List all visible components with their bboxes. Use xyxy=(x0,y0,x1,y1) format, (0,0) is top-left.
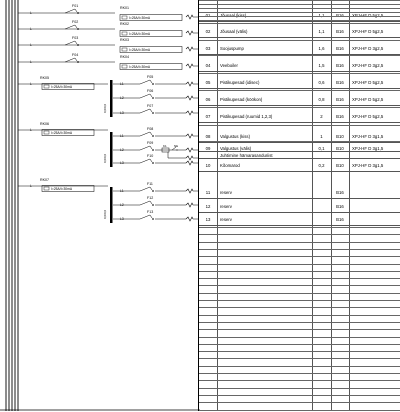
output-arrow-icon xyxy=(186,189,193,193)
circuit-fuse: B16 xyxy=(336,217,344,222)
phase-label: L1 xyxy=(120,134,124,138)
circuit-row-note xyxy=(199,152,400,159)
empty-table-row xyxy=(199,358,400,359)
circuit-cable: XPJ-HF D 3g1,5 xyxy=(352,146,384,151)
output-arrow-icon xyxy=(186,47,193,51)
circuit-description: Kõomarod xyxy=(220,163,240,168)
circuit-fuse: B16 xyxy=(336,29,344,34)
circuit-power: 0,8 xyxy=(318,97,325,102)
rcd-rating-label: I=25A/I=30mA xyxy=(129,48,151,53)
bus-label: 0,0/0,0 xyxy=(103,209,107,219)
empty-table-row xyxy=(199,322,400,323)
distribution-busbar xyxy=(110,80,113,117)
circuit-row-10 xyxy=(199,159,400,172)
fuse-label: F12 xyxy=(147,196,154,200)
circuit-breaker xyxy=(140,80,154,85)
circuit-cable: XPJ-HF D 5g2,5 xyxy=(352,97,384,102)
circuit-description: Jõusaal (kiss) xyxy=(220,13,247,18)
rcd-coil-icon xyxy=(122,32,127,35)
circuit-power: 0,6 xyxy=(318,80,325,85)
rcd-coil-icon xyxy=(122,48,127,51)
circuit-breaker xyxy=(140,146,154,151)
circuit-number: 08 xyxy=(205,134,211,139)
circuit-breaker xyxy=(140,187,154,192)
circuit-cable: XPJ-HF D 3g1,5 xyxy=(352,134,384,139)
circuit-number: 06 xyxy=(205,97,211,102)
fuse-label: F01 xyxy=(72,4,79,8)
empty-table-row xyxy=(199,388,400,389)
rcd-coil-icon xyxy=(122,65,127,68)
circuit-number: 04 xyxy=(205,63,211,68)
circuit-cable xyxy=(349,152,400,159)
rcd-coil-icon xyxy=(44,131,49,134)
table-gridline xyxy=(199,90,400,91)
fuse-label: F09 xyxy=(147,141,154,145)
circuit-description: reserv xyxy=(220,190,232,195)
phase-label: L3 xyxy=(120,217,124,221)
empty-table-row xyxy=(199,395,400,396)
circuit-breaker xyxy=(140,132,154,137)
circuit-cable: XPJ-HF D 5g2,5 xyxy=(352,13,384,18)
fuse-label: F04 xyxy=(72,53,79,57)
empty-table-row xyxy=(199,329,400,330)
empty-table-row xyxy=(199,256,400,257)
phase-label: L3 xyxy=(120,161,124,165)
table-gridline xyxy=(199,23,400,24)
phase-label: L2 xyxy=(120,148,124,152)
circuit-number xyxy=(199,152,217,159)
circuit-number: 11 xyxy=(205,190,211,195)
output-arrow-icon xyxy=(186,111,193,115)
circuit-breaker xyxy=(140,159,154,164)
table-gridline xyxy=(199,12,400,13)
circuit-description: Valgustus (kiss) xyxy=(220,134,251,139)
circuit-row-12 xyxy=(199,200,400,213)
empty-table-row xyxy=(199,234,400,235)
circuit-number: 03 xyxy=(205,46,211,51)
rcd-coil-icon xyxy=(122,16,127,19)
circuit-breaker xyxy=(140,201,154,206)
circuit-row-11 xyxy=(199,186,400,199)
empty-table-row xyxy=(199,227,400,228)
circuit-fuse: B16 xyxy=(336,80,344,85)
empty-table-row xyxy=(199,293,400,294)
circuit-description: Soojuspump xyxy=(220,46,244,51)
fuse-label: F02 xyxy=(72,20,79,24)
table-gridline xyxy=(199,16,400,17)
circuit-fuse: B16 xyxy=(336,204,344,209)
output-arrow-icon xyxy=(186,156,193,160)
circuit-cable: XPJ-HF D 3g2,5 xyxy=(352,63,384,68)
phase-label: L1 xyxy=(120,189,124,193)
circuit-cable: XPJ-HF D 3g1,5 xyxy=(352,163,384,168)
circuit-fuse: B16 xyxy=(336,97,344,102)
output-arrow-icon xyxy=(186,203,193,207)
main-busbars xyxy=(6,0,18,411)
circuit-row-05 xyxy=(199,76,400,89)
output-arrow-icon xyxy=(186,134,193,138)
circuit-fuse: B16 xyxy=(336,114,344,119)
empty-table-row xyxy=(199,402,400,403)
empty-table-row xyxy=(199,249,400,250)
rcd-label: RK06 xyxy=(40,122,49,126)
table-gridline xyxy=(199,55,400,56)
rcd-rating-label: I=25A/I=30mA xyxy=(129,16,151,21)
circuit-number: 13 xyxy=(205,217,211,222)
empty-table-row xyxy=(199,300,400,301)
circuit-power: 1,1 xyxy=(318,29,325,34)
empty-table-row xyxy=(199,344,400,345)
circuit-power: 0,2 xyxy=(318,163,325,168)
circuit-fuse: B16 xyxy=(336,46,344,51)
circuit-cable xyxy=(349,213,400,226)
table-gridline xyxy=(199,40,400,41)
empty-table-row xyxy=(199,366,400,367)
distribution-busbar xyxy=(110,187,113,223)
circuit-description: reserv xyxy=(220,217,232,222)
output-arrow-icon xyxy=(186,15,193,19)
phase-label: L2 xyxy=(120,96,124,100)
output-arrow-icon xyxy=(186,64,193,68)
circuit-fuse: B10 xyxy=(336,146,344,151)
circuit-breaker xyxy=(140,94,154,99)
circuit-fuse xyxy=(331,152,349,159)
output-arrow-icon xyxy=(186,148,193,152)
rcd-label: RK07 xyxy=(40,178,49,182)
circuit-cable: XPJ-HF D 5g2,5 xyxy=(352,29,384,34)
circuit-power: 1,1 xyxy=(318,13,325,18)
circuit-fuse: B16 xyxy=(336,190,344,195)
empty-table-row xyxy=(199,337,400,338)
circuit-description: Veeboiler xyxy=(220,63,238,68)
fuse-label: F13 xyxy=(147,210,154,214)
circuit-fuse: B16 xyxy=(336,63,344,68)
circuit-description: Pistikupesad (idisec) xyxy=(220,80,260,85)
empty-table-row xyxy=(199,380,400,381)
circuit-row-09 xyxy=(199,145,400,152)
rcd-coil-icon xyxy=(44,187,49,190)
circuit-description: Pistikupesad (köökon) xyxy=(220,97,263,102)
phase-label: L2 xyxy=(120,203,124,207)
circuit-power xyxy=(312,186,331,199)
module-label: RK02 xyxy=(120,22,129,26)
table-gridline xyxy=(199,4,400,5)
bus-label: 0,0/0,0 xyxy=(103,103,107,113)
table-gridline xyxy=(199,0,400,1)
distribution-busbar xyxy=(110,132,113,167)
empty-table-row xyxy=(199,271,400,272)
circuit-cable xyxy=(349,186,400,199)
circuit-power: 1,6 xyxy=(318,46,325,51)
empty-table-row xyxy=(199,242,400,243)
rcd-rating-label: I=25A/I=30mA xyxy=(129,65,151,70)
empty-table-row xyxy=(199,264,400,265)
table-gridline xyxy=(199,20,400,21)
rcd-rating-label: I=25A/I=30mA xyxy=(51,131,73,136)
circuit-fuse: B10 xyxy=(336,134,344,139)
circuit-power xyxy=(312,213,331,226)
output-arrow-icon xyxy=(186,96,193,100)
circuit-cable: XPJ-HF D 5g2,5 xyxy=(352,114,384,119)
circuit-description: Pistikupesad (ruumid 1,2,3) xyxy=(220,114,273,119)
fuse-label: F05 xyxy=(147,75,154,79)
circuit-power xyxy=(312,152,331,159)
empty-table-row xyxy=(199,373,400,374)
circuit-row-02 xyxy=(199,25,400,38)
circuit-number: 09 xyxy=(205,146,211,151)
table-gridline xyxy=(199,73,400,74)
table-gridline xyxy=(199,125,400,126)
circuit-power: 1,5 xyxy=(318,63,325,68)
rcd-rating-label: I=25A/I=30mA xyxy=(51,85,73,90)
circuit-number: 12 xyxy=(205,204,211,209)
table-gridline xyxy=(199,8,400,9)
rcd-rating-label: I=25A/I=30mA xyxy=(129,32,151,37)
output-arrow-icon xyxy=(186,161,193,165)
rcd-label: RK05 xyxy=(40,76,49,80)
circuit-cable: XPJ-HF D 5g2,5 xyxy=(352,80,384,85)
table-gridline xyxy=(199,107,400,108)
circuit-power: 0,1 xyxy=(318,146,325,151)
fuse-label: F03 xyxy=(72,36,79,40)
circuit-cable xyxy=(349,200,400,213)
module-label: RK01 xyxy=(120,6,129,10)
empty-table-row xyxy=(199,410,400,411)
output-arrow-icon xyxy=(186,82,193,86)
empty-table-row xyxy=(199,278,400,279)
table-gridline xyxy=(199,141,400,142)
circuit-power: 2 xyxy=(320,114,323,119)
contact-label: NE xyxy=(174,144,179,148)
circuit-number: 01 xyxy=(205,13,211,18)
circuit-description: Juhtimine hämarasanduriist xyxy=(220,153,273,158)
circuit-row-04 xyxy=(199,59,400,72)
circuit-power xyxy=(312,200,331,213)
rcd-coil-icon xyxy=(44,85,49,88)
circuit-power: 1 xyxy=(320,134,323,139)
output-arrow-icon xyxy=(186,31,193,35)
fuse-label: F11 xyxy=(147,182,153,186)
fuse-label: F10 xyxy=(147,154,154,158)
empty-table-row xyxy=(199,351,400,352)
circuit-table xyxy=(198,0,400,411)
circuit-cable: XPJ-HF D 3g2,5 xyxy=(352,46,384,51)
module-label: RK04 xyxy=(120,55,129,59)
circuit-number: 10 xyxy=(205,163,211,168)
fuse-label: F08 xyxy=(147,127,154,131)
circuit-description: Jõusaal (välis) xyxy=(220,29,248,34)
circuit-number: 02 xyxy=(205,29,211,34)
output-arrow-icon xyxy=(186,217,193,221)
rcd-rating-label: I=25A/I=30mA xyxy=(51,187,73,192)
circuit-row-07 xyxy=(199,110,400,123)
phase-label: L3 xyxy=(120,111,124,115)
circuit-row-06 xyxy=(199,93,400,106)
circuit-row-03 xyxy=(199,42,400,55)
circuit-breaker xyxy=(140,109,154,114)
module-label: RK03 xyxy=(120,38,129,42)
circuit-description: Valgustus (välis) xyxy=(220,146,252,151)
circuit-fuse: B10 xyxy=(336,163,344,168)
circuit-number: 05 xyxy=(205,80,211,85)
circuit-description: reserv xyxy=(220,204,232,209)
fuse-label: F06 xyxy=(147,89,154,93)
empty-table-row xyxy=(199,315,400,316)
phase-label: L1 xyxy=(120,82,124,86)
empty-table-row xyxy=(199,285,400,286)
bus-label: 0,0/0,0 xyxy=(103,153,107,163)
empty-table-row xyxy=(199,307,400,308)
circuit-fuse: B16 xyxy=(336,13,344,18)
circuit-row-13 xyxy=(199,213,400,226)
fuse-label: F07 xyxy=(147,104,154,108)
circuit-number: 07 xyxy=(205,114,211,119)
circuit-breaker xyxy=(140,215,154,220)
relay-label: K1 xyxy=(163,144,167,148)
